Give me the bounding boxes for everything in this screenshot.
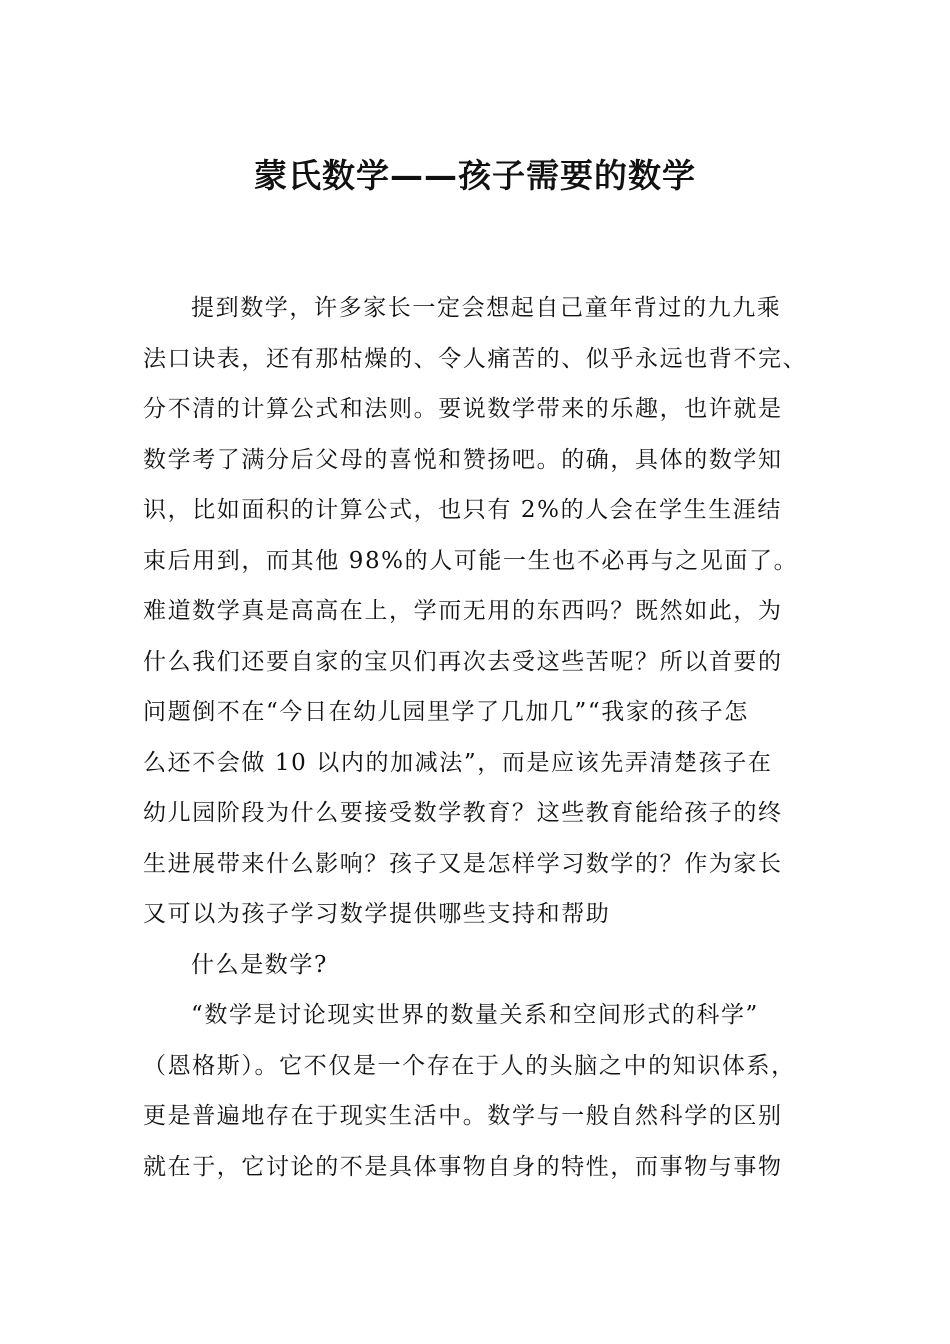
paragraph-line: （恩格斯）。它不仅是一个存在于人的头脑之中的知识体系， [143, 1052, 796, 1079]
paragraph-line: 法口诀表，还有那枯燥的、令人痛苦的、似乎永远也背不完、 [143, 345, 808, 372]
paragraph-line: 分不清的计算公式和法则。要说数学带来的乐趣，也许就是 [143, 396, 783, 422]
page-title: 蒙氏数学——孩子需要的数学 [254, 156, 696, 195]
section-heading: 什么是数学? [191, 951, 328, 978]
document-body [143, 283, 833, 1192]
paragraph-line: 更是普遍地存在于现实生活中。数学与一般自然科学的区别 [143, 1103, 783, 1129]
paragraph-line: “数学是讨论现实世界的数量关系和空间形式的科学” [191, 1002, 759, 1028]
paragraph-line: 提到数学，许多家长一定会想起自己童年背过的九九乘 [191, 295, 782, 321]
paragraph-line: 问题倒不在“今日在幼儿园里学了几加几”“我家的孩子怎 [143, 699, 749, 725]
paragraph-line: 难道数学真是高高在上，学而无用的东西吗？既然如此，为 [143, 598, 783, 624]
paragraph-line: 又可以为孩子学习数学提供哪些支持和帮助 [143, 901, 611, 927]
paragraph-line: 生进展带来什么影响？孩子又是怎样学习数学的？作为家长 [143, 850, 783, 877]
paragraph-line: 么还不会做 10 以内的加减法”，而是应该先弄清楚孩子在 [143, 749, 773, 776]
paragraph-line: 幼儿园阶段为什么要接受数学教育？这些教育能给孩子的终 [143, 800, 783, 826]
paragraph-line: 束后用到，而其他 98%的人可能一生也不必再与之见面了。 [143, 547, 799, 574]
paragraph-line: 就在于，它讨论的不是具体事物自身的特性，而事物与事物 [143, 1153, 783, 1180]
paragraph-line: 数学考了满分后父母的喜悦和赞扬吧。的确，具体的数学知 [143, 446, 783, 473]
paragraph-line: 什么我们还要自家的宝贝们再次去受这些苦呢？所以首要的 [143, 648, 783, 675]
paragraph-line: 识，比如面积的计算公式，也只有 2%的人会在学生生涯结 [143, 497, 782, 523]
